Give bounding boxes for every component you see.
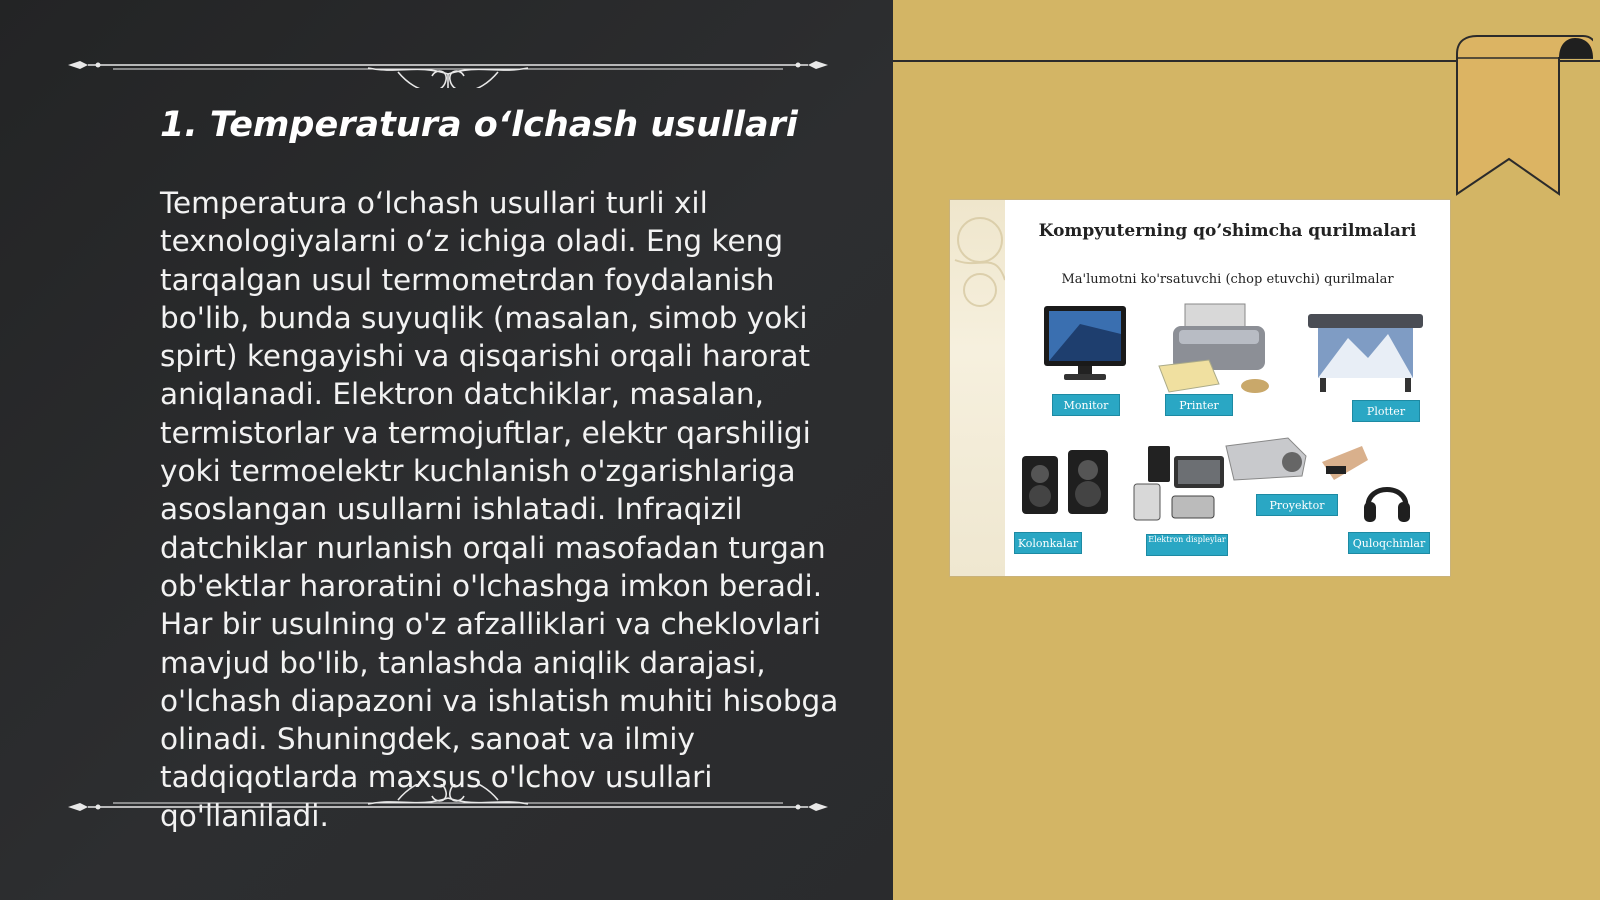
label-speakers: Kolonkalar (1014, 532, 1082, 554)
plotter-icon (1308, 310, 1423, 392)
thumb-title: Kompyuterning qo’shimcha qurilmalari (1038, 221, 1417, 241)
label-projector: Proyektor (1256, 494, 1338, 516)
right-panel (893, 0, 1600, 900)
flourish-ornament-top (68, 44, 828, 88)
slide-title: 1. Temperatura o‘lchash usullari (160, 105, 798, 145)
label-displays: Elektron displeylar (1146, 534, 1228, 556)
printer-icon (1155, 300, 1275, 396)
thumb-decor-strip (950, 200, 1005, 576)
label-plotter: Plotter (1352, 400, 1420, 422)
monitor-icon (1040, 304, 1130, 384)
label-monitor: Monitor (1052, 394, 1120, 416)
displays-icon (1128, 444, 1228, 524)
slide-body-text: Temperatura o‘lchash usullari turli xil texnologiyalarni o‘z ichiga oladi. Eng keng tarqalgan usul termometrdan foydalanish bo'lib, bunda suyuqlik (masalan, simob yoki spirt) kengayishi va qisqarishi orqali harorat aniqlanadi. Elektron datchiklar, masalan, termistorlar va termojuftlar, elektr qarshiligi yoki termoelektr kuchlanish o'zgarishlariga asoslangan usullarni ishlatadi. Infraqizil datchiklar nurlanish orqali masofadan turgan ob'ektlar haroratini o'lchashga imkon beradi. Har bir usulning o'z afzalliklari va cheklovlari mavjud bo'lib, tanlashda aniqlik darajasi, o'lchash diapazoni va ishlatish muhiti hisobga olinadi. Shuningdek, sanoat va ilmiy tadqiqotlarda maxsus o'lchov usullari qo'llaniladi. (160, 186, 839, 833)
label-printer: Printer (1165, 394, 1233, 416)
label-headphones: Quloqchinlar (1348, 532, 1430, 554)
speakers-icon (1020, 448, 1110, 518)
bookmark-ribbon-icon (1433, 34, 1593, 204)
headphones-icon (1362, 474, 1412, 526)
projector-icon (1222, 432, 1372, 488)
flourish-ornament-bottom (68, 784, 828, 828)
thumb-subtitle: Ma'lumotni ko'rsatuvchi (chop etuvchi) qurilmalar (1061, 272, 1394, 287)
embedded-slide-image (950, 200, 1450, 576)
